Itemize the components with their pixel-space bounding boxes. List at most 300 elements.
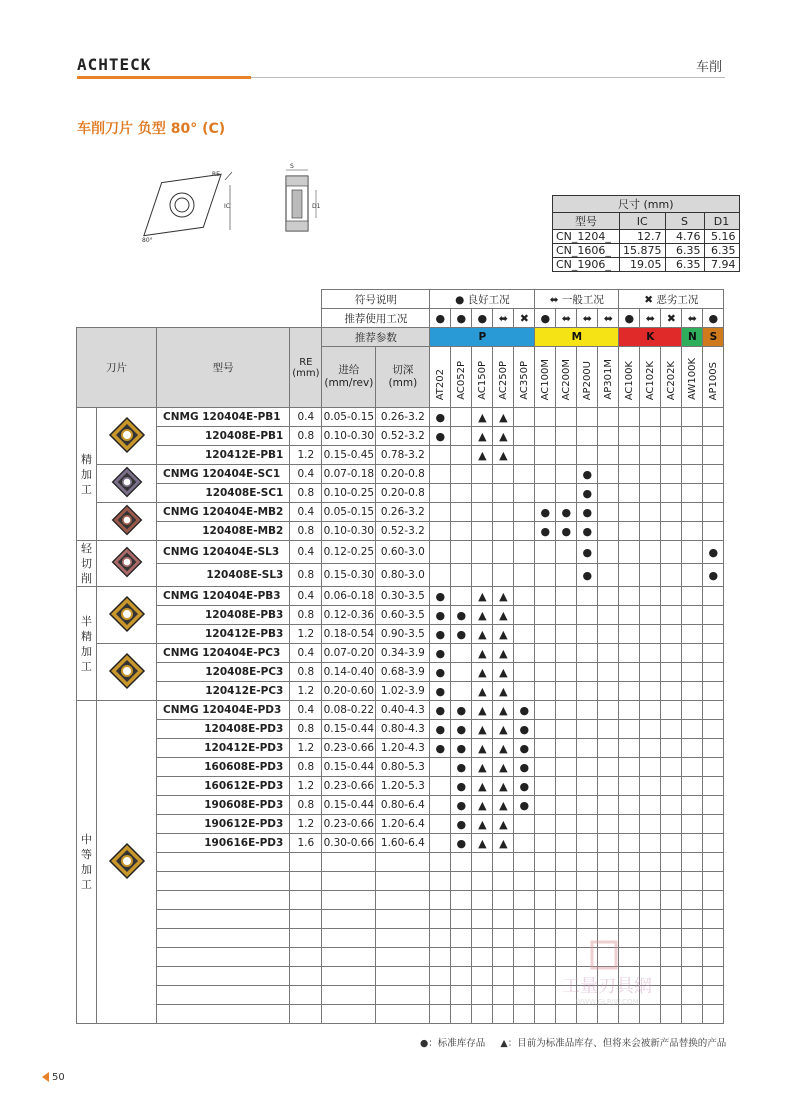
table-row: [77, 503, 724, 522]
dimensions-header: 型号: [553, 213, 620, 230]
grade-header: [493, 347, 514, 408]
recommend-symbol: ✖: [514, 309, 535, 328]
empty-cell: [472, 910, 493, 929]
re-cell: 0.8: [290, 758, 322, 777]
grade-mark: [640, 465, 661, 484]
grade-header: [703, 347, 724, 408]
re-label: RE: [212, 171, 220, 178]
insert-image: [107, 841, 147, 881]
re-cell: 1.6: [290, 834, 322, 853]
dimensions-cell: 6.35: [704, 244, 739, 258]
grade-mark: ●: [535, 522, 556, 541]
grade-mark: ●: [451, 834, 472, 853]
grade-mark: [619, 682, 640, 701]
recommend-symbol: ●: [472, 309, 493, 328]
grade-mark: [514, 663, 535, 682]
grade-mark: [577, 446, 598, 465]
grade-mark: [430, 522, 451, 541]
grade-mark: [430, 796, 451, 815]
grade-header: [661, 347, 682, 408]
grade-mark: [451, 644, 472, 663]
empty-cell: [493, 891, 514, 910]
empty-cell: [598, 853, 619, 872]
empty-cell: [451, 891, 472, 910]
grade-mark: [682, 758, 703, 777]
grade-mark: [640, 758, 661, 777]
insert-image-cell: [97, 541, 157, 587]
feed-cell: 0.30-0.66: [322, 834, 376, 853]
empty-cell: [430, 872, 451, 891]
table-row: [77, 446, 724, 465]
grade-mark: ▲: [472, 682, 493, 701]
empty-cell: [577, 853, 598, 872]
grade-mark: [556, 541, 577, 564]
category-label: 精 加 工: [77, 408, 97, 541]
empty-cell: [703, 1005, 724, 1024]
empty-cell: [376, 929, 430, 948]
legend-label: 符号说明: [322, 290, 430, 309]
blank-cell: [77, 290, 322, 309]
depth-cell: 1.60-6.4: [376, 834, 430, 853]
table-row: [77, 587, 724, 606]
feed-header: 进给 (mm/rev): [322, 347, 376, 408]
grade-mark: [577, 625, 598, 644]
grade-mark: [598, 644, 619, 663]
model-cell: 120408E-MB2: [157, 522, 290, 541]
grade-mark: [619, 777, 640, 796]
empty-cell: [514, 891, 535, 910]
grade-mark: [451, 682, 472, 701]
dimensions-cell: 15.875: [620, 244, 666, 258]
table-row: [77, 484, 724, 503]
empty-cell: [290, 986, 322, 1005]
grade-mark: [640, 739, 661, 758]
empty-cell: [535, 891, 556, 910]
empty-cell: [493, 986, 514, 1005]
dimensions-header: IC: [620, 213, 666, 230]
insert-image-cell: [97, 503, 157, 541]
grade-mark: [682, 465, 703, 484]
grade-mark: [430, 777, 451, 796]
feed-cell: 0.06-0.18: [322, 587, 376, 606]
grade-mark: [556, 701, 577, 720]
grade-mark: ▲: [472, 758, 493, 777]
re-cell: 0.8: [290, 427, 322, 446]
table-row: [77, 522, 724, 541]
empty-cell: [619, 853, 640, 872]
grade-application-table: [76, 289, 724, 1024]
model-cell: CNMG 120404E-PB3: [157, 587, 290, 606]
grade-mark: [514, 682, 535, 701]
grade-mark: [535, 720, 556, 739]
grade-mark: [703, 606, 724, 625]
angle-label: 80°: [142, 237, 153, 244]
empty-cell: [322, 853, 376, 872]
empty-cell: [290, 872, 322, 891]
depth-cell: 0.78-3.2: [376, 446, 430, 465]
grade-mark: [472, 541, 493, 564]
grade-mark: [619, 815, 640, 834]
dimensions-header: S: [665, 213, 704, 230]
grade-mark: [619, 796, 640, 815]
grade-mark: ●: [430, 625, 451, 644]
grade-mark: [535, 758, 556, 777]
grade-mark: ●: [577, 522, 598, 541]
depth-cell: 0.40-4.3: [376, 701, 430, 720]
grade-mark: [514, 541, 535, 564]
re-cell: 0.8: [290, 522, 322, 541]
grade-mark: ●: [577, 465, 598, 484]
grade-mark: [640, 682, 661, 701]
grade-header: [472, 347, 493, 408]
empty-cell: [451, 986, 472, 1005]
recommend-symbol: ⬌: [556, 309, 577, 328]
empty-cell: [514, 910, 535, 929]
grade-header: [598, 347, 619, 408]
re-cell: 0.8: [290, 564, 322, 587]
empty-cell: [703, 910, 724, 929]
feed-cell: 0.12-0.25: [322, 541, 376, 564]
grade-mark: [619, 644, 640, 663]
feed-cell: 0.14-0.40: [322, 663, 376, 682]
recommend-symbol: ⬌: [577, 309, 598, 328]
re-cell: 0.8: [290, 663, 322, 682]
grade-mark: [682, 663, 703, 682]
grade-mark: [556, 484, 577, 503]
re-cell: 0.8: [290, 606, 322, 625]
table-row: [77, 834, 724, 853]
recommend-symbol: ●: [619, 309, 640, 328]
grade-mark: [535, 644, 556, 663]
empty-cell: [598, 872, 619, 891]
grade-label: AC052P: [455, 361, 467, 400]
table-row: [77, 427, 724, 446]
grade-mark: [514, 564, 535, 587]
grade-mark: ●: [577, 503, 598, 522]
feed-cell: 0.15-0.45: [322, 446, 376, 465]
grade-mark: [598, 701, 619, 720]
empty-cell: [157, 872, 290, 891]
empty-cell: [535, 853, 556, 872]
grade-mark: [556, 465, 577, 484]
grade-mark: [556, 587, 577, 606]
recommend-label: 推荐使用工况: [322, 309, 430, 328]
depth-cell: 0.20-0.8: [376, 465, 430, 484]
watermark-url: WWW.GLRJW.COM: [575, 998, 639, 1006]
grade-mark: [703, 408, 724, 427]
empty-cell: [157, 891, 290, 910]
model-cell: 120412E-PB1: [157, 446, 290, 465]
grade-mark: ●: [430, 739, 451, 758]
grade-mark: ▲: [472, 606, 493, 625]
grade-mark: [682, 484, 703, 503]
grade-mark: [577, 606, 598, 625]
d1-label: D1: [312, 203, 321, 210]
grade-mark: [430, 541, 451, 564]
empty-row: [77, 910, 724, 929]
feed-cell: 0.23-0.66: [322, 815, 376, 834]
grade-header: [535, 347, 556, 408]
feed-cell: 0.23-0.66: [322, 777, 376, 796]
grade-mark: [619, 564, 640, 587]
grade-mark: [661, 739, 682, 758]
dimensions-cell: 5.16: [704, 230, 739, 244]
grade-mark: [472, 522, 493, 541]
grade-header: [514, 347, 535, 408]
grade-mark: ●: [430, 606, 451, 625]
grade-mark: ▲: [493, 796, 514, 815]
grade-mark: [556, 644, 577, 663]
grade-mark: ▲: [472, 446, 493, 465]
depth-cell: 0.60-3.5: [376, 606, 430, 625]
grade-mark: ▲: [493, 720, 514, 739]
grade-mark: [619, 427, 640, 446]
empty-cell: [322, 948, 376, 967]
dimensions-header: D1: [704, 213, 739, 230]
grade-mark: [661, 465, 682, 484]
re-cell: 0.4: [290, 644, 322, 663]
grade-mark: [535, 815, 556, 834]
grade-mark: [703, 663, 724, 682]
grade-mark: [619, 465, 640, 484]
empty-cell: [703, 853, 724, 872]
table-row: [77, 606, 724, 625]
grade-mark: [556, 739, 577, 758]
depth-cell: 0.80-5.3: [376, 758, 430, 777]
depth-header: 切深 (mm): [376, 347, 430, 408]
empty-cell: [514, 872, 535, 891]
grade-mark: [514, 427, 535, 446]
feed-cell: 0.07-0.20: [322, 644, 376, 663]
empty-cell: [451, 1005, 472, 1024]
re-cell: 1.2: [290, 446, 322, 465]
grade-mark: [451, 446, 472, 465]
empty-cell: [661, 853, 682, 872]
empty-cell: [493, 948, 514, 967]
empty-cell: [682, 891, 703, 910]
empty-cell: [598, 910, 619, 929]
grade-mark: ▲: [472, 815, 493, 834]
page-title: 车削刀片 负型 80° (C): [77, 121, 226, 137]
grade-mark: ▲: [472, 796, 493, 815]
table-row: [77, 777, 724, 796]
model-cell: CNMG 120404E-MB2: [157, 503, 290, 522]
feed-cell: 0.10-0.30: [322, 522, 376, 541]
grade-header: [556, 347, 577, 408]
grade-label: AP301M: [602, 359, 614, 400]
grade-mark: [430, 815, 451, 834]
watermark: [532, 940, 682, 1010]
grade-mark: [682, 625, 703, 644]
grade-mark: ▲: [493, 834, 514, 853]
re-cell: 0.4: [290, 408, 322, 427]
grade-mark: [661, 815, 682, 834]
grade-mark: [661, 682, 682, 701]
empty-cell: [577, 872, 598, 891]
grade-mark: [451, 522, 472, 541]
category-label: 半 精 加 工: [77, 587, 97, 701]
grade-mark: [682, 720, 703, 739]
grade-mark: [661, 663, 682, 682]
depth-cell: 0.80-4.3: [376, 720, 430, 739]
empty-cell: [472, 872, 493, 891]
insert-image-cell: [97, 644, 157, 701]
grade-mark: ▲: [493, 408, 514, 427]
feed-cell: 0.08-0.22: [322, 701, 376, 720]
empty-cell: [661, 910, 682, 929]
grade-mark: ●: [577, 541, 598, 564]
grade-mark: [619, 587, 640, 606]
empty-cell: [322, 929, 376, 948]
model-cell: CNMG 120404E-SL3: [157, 541, 290, 564]
feed-cell: 0.07-0.18: [322, 465, 376, 484]
empty-cell: [619, 872, 640, 891]
empty-cell: [430, 891, 451, 910]
grade-mark: ▲: [493, 758, 514, 777]
dimensions-cell: 6.35: [665, 244, 704, 258]
empty-cell: [598, 891, 619, 910]
feed-cell: 0.10-0.25: [322, 484, 376, 503]
grade-mark: [661, 564, 682, 587]
empty-cell: [493, 853, 514, 872]
grade-mark: [535, 663, 556, 682]
empty-cell: [376, 853, 430, 872]
grade-mark: [598, 606, 619, 625]
grade-mark: [619, 739, 640, 758]
grade-header: [640, 347, 661, 408]
empty-cell: [682, 986, 703, 1005]
empty-cell: [577, 891, 598, 910]
grade-mark: [619, 758, 640, 777]
grade-mark: [598, 758, 619, 777]
model-cell: 190608E-PD3: [157, 796, 290, 815]
grade-mark: [661, 758, 682, 777]
empty-cell: [493, 910, 514, 929]
empty-cell: [472, 853, 493, 872]
grade-mark: [598, 777, 619, 796]
empty-cell: [376, 986, 430, 1005]
grade-mark: [682, 815, 703, 834]
empty-cell: [290, 910, 322, 929]
grade-mark: [451, 408, 472, 427]
empty-cell: [703, 891, 724, 910]
table-row: [77, 663, 724, 682]
grade-mark: [451, 663, 472, 682]
category-label: 中 等 加 工: [77, 701, 97, 1024]
grade-mark: [598, 720, 619, 739]
grade-label: AP100S: [707, 361, 719, 400]
recommend-symbol: ●: [703, 309, 724, 328]
grade-mark: [703, 720, 724, 739]
grade-mark: [703, 834, 724, 853]
grade-mark: [682, 587, 703, 606]
blank-cell: [77, 309, 322, 328]
model-cell: 190612E-PD3: [157, 815, 290, 834]
grade-mark: [556, 564, 577, 587]
depth-cell: 0.26-3.2: [376, 503, 430, 522]
insert-top-view-diagram: [130, 160, 240, 250]
grade-mark: ▲: [472, 427, 493, 446]
grade-mark: [577, 682, 598, 701]
grade-label: AC150P: [476, 361, 488, 400]
grade-mark: [640, 427, 661, 446]
depth-cell: 0.68-3.9: [376, 663, 430, 682]
feed-cell: 0.20-0.60: [322, 682, 376, 701]
depth-cell: 1.20-4.3: [376, 739, 430, 758]
grade-mark: [682, 503, 703, 522]
grade-mark: [640, 777, 661, 796]
grade-mark: ●: [577, 564, 598, 587]
grade-mark: ●: [451, 815, 472, 834]
grade-label: AC250P: [497, 361, 509, 400]
depth-cell: 1.20-6.4: [376, 815, 430, 834]
grade-mark: [577, 796, 598, 815]
grade-mark: [661, 408, 682, 427]
grade-mark: [598, 796, 619, 815]
empty-cell: [451, 929, 472, 948]
grade-mark: [661, 446, 682, 465]
grade-mark: [556, 682, 577, 701]
grade-label: AC102K: [644, 360, 656, 400]
grade-mark: [703, 503, 724, 522]
grade-mark: [514, 606, 535, 625]
empty-cell: [376, 872, 430, 891]
grade-mark: [577, 720, 598, 739]
model-cell: 120408E-SC1: [157, 484, 290, 503]
grade-mark: ●: [430, 682, 451, 701]
footnote-stock: ●：标准库存品: [420, 1038, 486, 1049]
empty-cell: [703, 986, 724, 1005]
grade-mark: [598, 522, 619, 541]
grade-mark: ●: [577, 484, 598, 503]
grade-mark: [661, 606, 682, 625]
grade-mark: [640, 446, 661, 465]
grade-mark: [556, 796, 577, 815]
empty-cell: [322, 910, 376, 929]
empty-cell: [703, 967, 724, 986]
insert-image: [110, 465, 144, 499]
legend-bad: ✖ 恶劣工况: [619, 290, 724, 309]
grade-mark: [598, 465, 619, 484]
grade-mark: [556, 777, 577, 796]
model-header: 型号: [157, 328, 290, 408]
re-cell: 1.2: [290, 815, 322, 834]
grade-header: [619, 347, 640, 408]
grade-mark: [640, 564, 661, 587]
grade-mark: [640, 644, 661, 663]
empty-cell: [290, 891, 322, 910]
grade-mark: [682, 682, 703, 701]
grade-mark: [682, 606, 703, 625]
grade-mark: [430, 834, 451, 853]
empty-cell: [682, 853, 703, 872]
empty-cell: [472, 967, 493, 986]
empty-cell: [322, 967, 376, 986]
grade-mark: [535, 834, 556, 853]
grade-mark: [535, 564, 556, 587]
empty-cell: [322, 1005, 376, 1024]
empty-cell: [157, 967, 290, 986]
empty-cell: [619, 891, 640, 910]
empty-cell: [682, 872, 703, 891]
empty-cell: [661, 891, 682, 910]
empty-cell: [451, 967, 472, 986]
re-cell: 0.4: [290, 465, 322, 484]
re-cell: 0.8: [290, 796, 322, 815]
grade-mark: [556, 625, 577, 644]
grade-mark: [451, 503, 472, 522]
grade-mark: [535, 777, 556, 796]
